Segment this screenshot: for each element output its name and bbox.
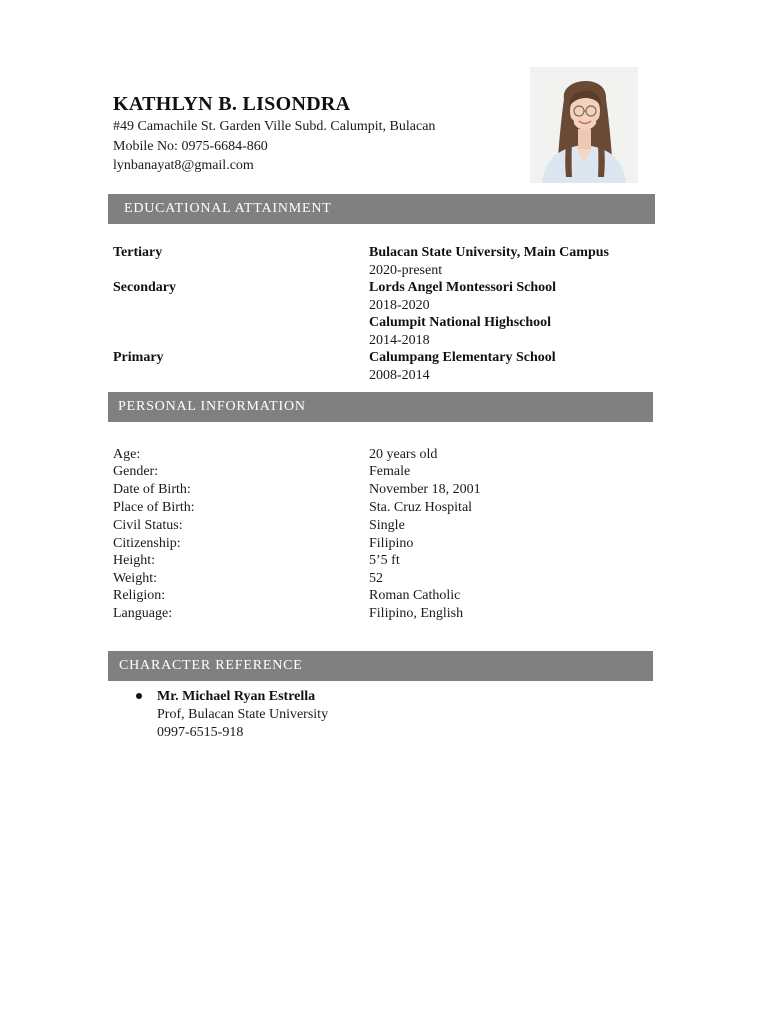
school-name: Lords Angel Montessori School <box>369 280 557 295</box>
bullet-icon <box>136 693 142 699</box>
school-years: 2014-2018 <box>369 333 430 348</box>
applicant-name: KATHLYN B. LISONDRA <box>113 93 351 115</box>
info-value-weight: 52 <box>369 571 383 586</box>
info-value-height: 5’5 ft <box>369 553 400 568</box>
info-label-height: Height: <box>113 553 155 568</box>
info-label-civil-status: Civil Status: <box>113 518 183 533</box>
info-label-citizenship: Citizenship: <box>113 536 181 551</box>
reference-name: Mr. Michael Ryan Estrella <box>157 689 316 704</box>
section-header-reference: CHARACTER REFERENCE <box>108 651 653 681</box>
school-years: 2020-present <box>369 263 443 278</box>
section-header-personal: PERSONAL INFORMATION <box>108 392 653 422</box>
info-value-place-of-birth: Sta. Cruz Hospital <box>369 500 473 515</box>
reference-role: Prof, Bulacan State University <box>157 707 329 722</box>
info-label-age: Age: <box>113 447 141 462</box>
info-value-age: 20 years old <box>369 447 438 462</box>
school-name: Calumpang Elementary School <box>369 350 556 365</box>
email-address: lynbanayat8@gmail.com <box>113 158 254 173</box>
profile-photo-illustration <box>530 67 638 183</box>
info-value-language: Filipino, English <box>369 606 464 621</box>
info-value-civil-status: Single <box>369 518 405 533</box>
section-header-education: EDUCATIONAL ATTAINMENT <box>108 194 655 224</box>
info-label-gender: Gender: <box>113 464 159 479</box>
info-value-religion: Roman Catholic <box>369 588 461 603</box>
address-line: #49 Camachile St. Garden Ville Subd. Calumpit, Bulacan <box>113 119 436 134</box>
reference-phone: 0997-6515-918 <box>157 725 244 740</box>
profile-photo <box>530 67 638 183</box>
info-label-religion: Religion: <box>113 588 166 603</box>
info-label-weight: Weight: <box>113 571 157 586</box>
info-value-citizenship: Filipino <box>369 536 414 551</box>
education-level-tertiary: Tertiary <box>113 245 163 260</box>
mobile-number: Mobile No: 0975-6684-860 <box>113 139 268 154</box>
info-value-date-of-birth: November 18, 2001 <box>369 482 481 497</box>
info-value-gender: Female <box>369 464 411 479</box>
education-level-primary: Primary <box>113 350 164 365</box>
info-label-language: Language: <box>113 606 173 621</box>
info-label-date-of-birth: Date of Birth: <box>113 482 191 497</box>
school-years: 2008-2014 <box>369 368 430 383</box>
info-label-place-of-birth: Place of Birth: <box>113 500 195 515</box>
school-name: Calumpit National Highschool <box>369 315 552 330</box>
school-years: 2018-2020 <box>369 298 430 313</box>
education-level-secondary: Secondary <box>113 280 176 295</box>
school-name: Bulacan State University, Main Campus <box>369 245 609 260</box>
